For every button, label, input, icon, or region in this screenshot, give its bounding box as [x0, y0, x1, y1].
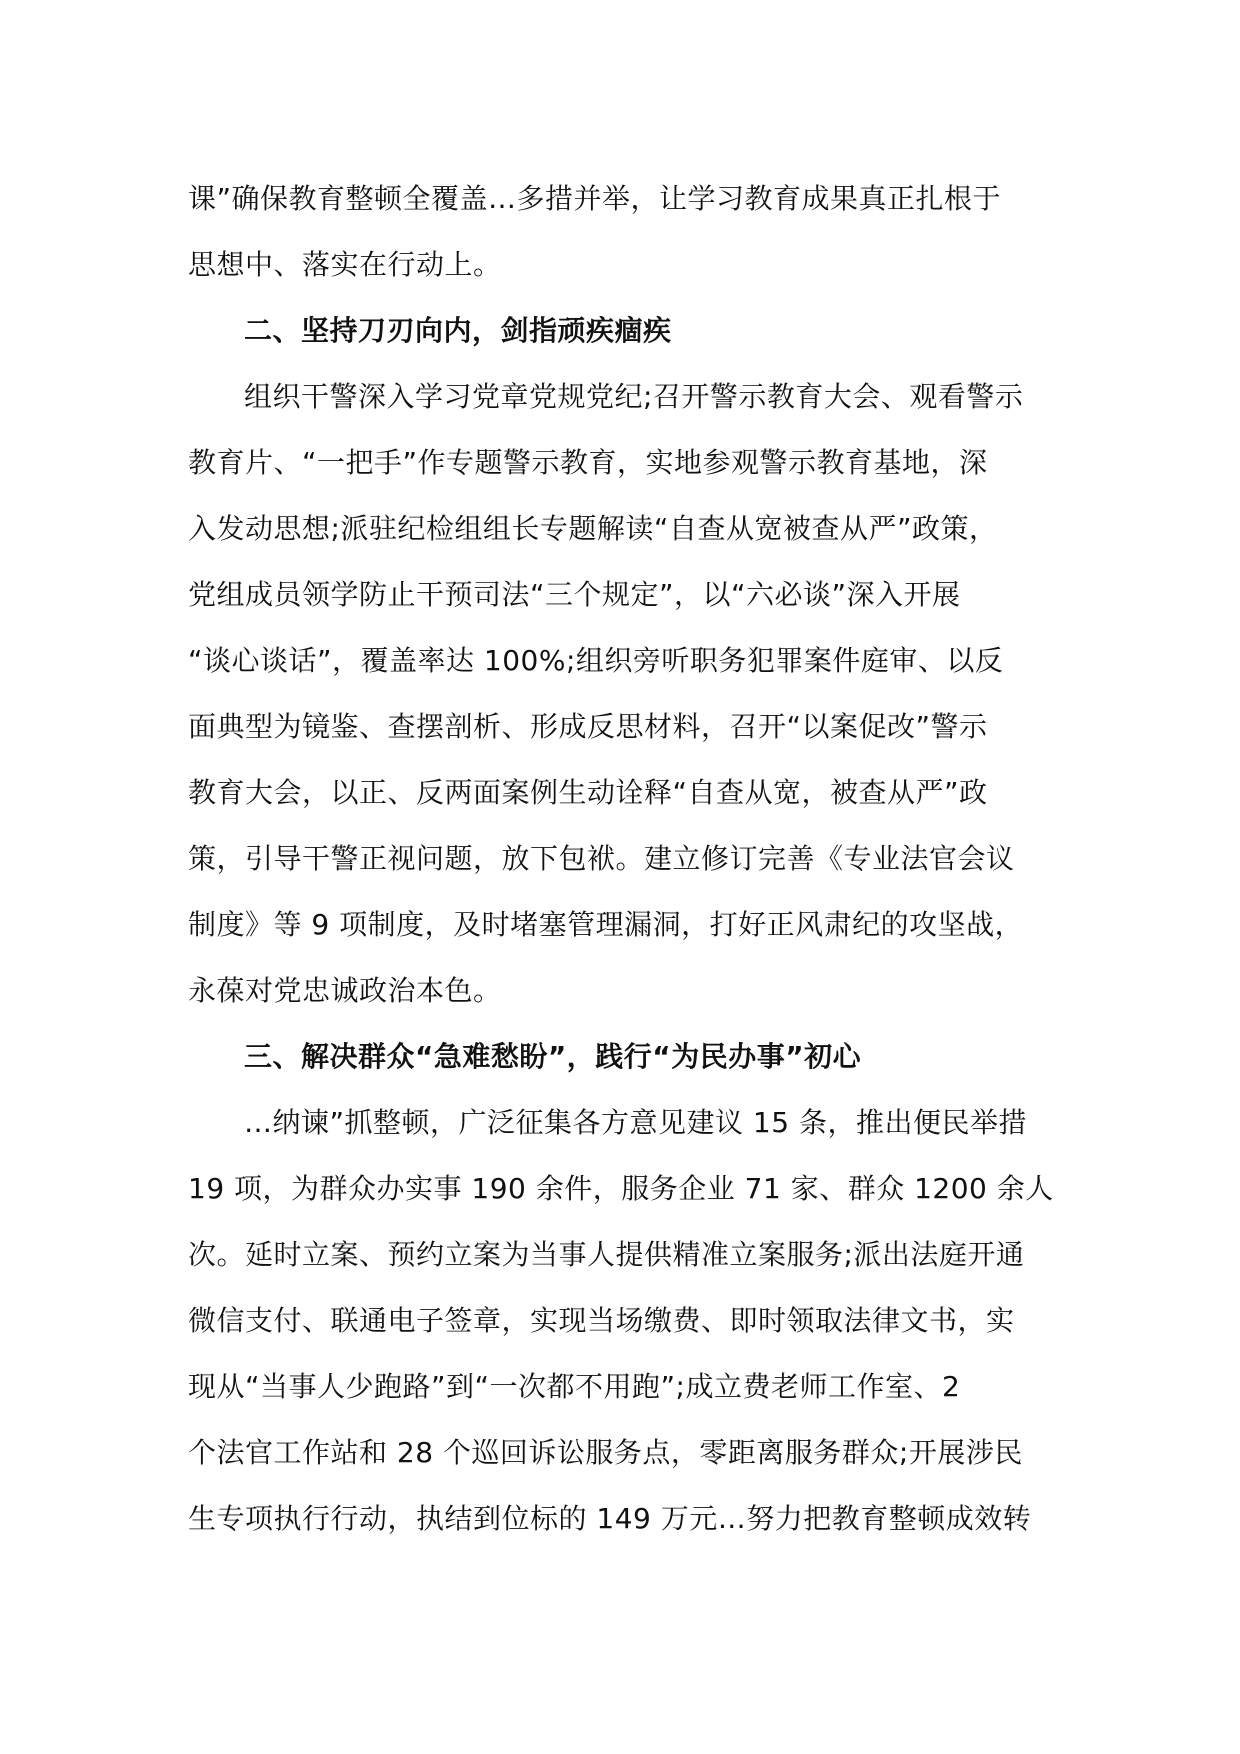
paragraph-section-2 [188, 364, 1058, 1024]
text-line: 现从“当事人少跑路”到“一次都不用跑”;成立费老师工作室、2 [188, 1370, 961, 1403]
text-line: 次。延时立案、预约立案为当事人提供精准立案服务;派出法庭开通 [188, 1238, 1025, 1271]
text-line: 生专项执行行动，执结到位标的 149 万元…努力把教育整顿成效转 [188, 1502, 1032, 1535]
section-heading-2: 二、坚持刀刃向内，剑指顽疾痼疾 [244, 314, 672, 347]
text-line: 个法官工作站和 28 个巡回诉讼服务点，零距离服务群众;开展涉民 [188, 1436, 1023, 1469]
paragraph-section-3 [188, 1090, 1058, 1552]
text-line: 课”确保教育整顿全覆盖…多措并举，让学习教育成果真正扎根于 [188, 182, 1002, 215]
text-line: 党组成员领学防止干预司法“三个规定”，以“六必谈”深入开展 [188, 578, 961, 611]
section-heading-3: 三、解决群众“急难愁盼”，践行“为民办事”初心 [244, 1040, 862, 1073]
text-line: …纳谏”抓整顿，广泛征集各方意见建议 15 条，推出便民举措 [244, 1106, 1027, 1139]
text-line: 19 项，为群众办实事 190 余件，服务企业 71 家、群众 1200 余人 [188, 1172, 1054, 1205]
text-line: 思想中、落实在行动上。 [188, 248, 502, 281]
document-page [188, 166, 1058, 1552]
text-line: 微信支付、联通电子签章，实现当场缴费、即时领取法律文书，实 [188, 1304, 1015, 1337]
text-line: 面典型为镜鉴、查摆剖析、形成反思材料，召开“以案促改”警示 [188, 710, 988, 743]
text-line: “谈心谈话”，覆盖率达 100%;组织旁听职务犯罪案件庭审、以反 [188, 644, 1004, 677]
text-line: 入发动思想;派驻纪检组组长专题解读“自查从宽被查从严”政策， [188, 512, 998, 545]
text-line: 永葆对党忠诚政治本色。 [188, 974, 502, 1007]
text-line: 策，引导干警正视问题，放下包袱。建立修订完善《专业法官会议 [188, 842, 1015, 875]
text-line: 教育片、“一把手”作专题警示教育，实地参观警示教育基地，深 [188, 446, 988, 479]
paragraph-intro [188, 166, 1058, 298]
text-line: 教育大会，以正、反两面案例生动诠释“自查从宽，被查从严”政 [188, 776, 988, 809]
text-line: 制度》等 9 项制度，及时堵塞管理漏洞，打好正风肃纪的攻坚战， [188, 908, 1024, 941]
text-line: 组织干警深入学习党章党规党纪;召开警示教育大会、观看警示 [244, 380, 1024, 413]
